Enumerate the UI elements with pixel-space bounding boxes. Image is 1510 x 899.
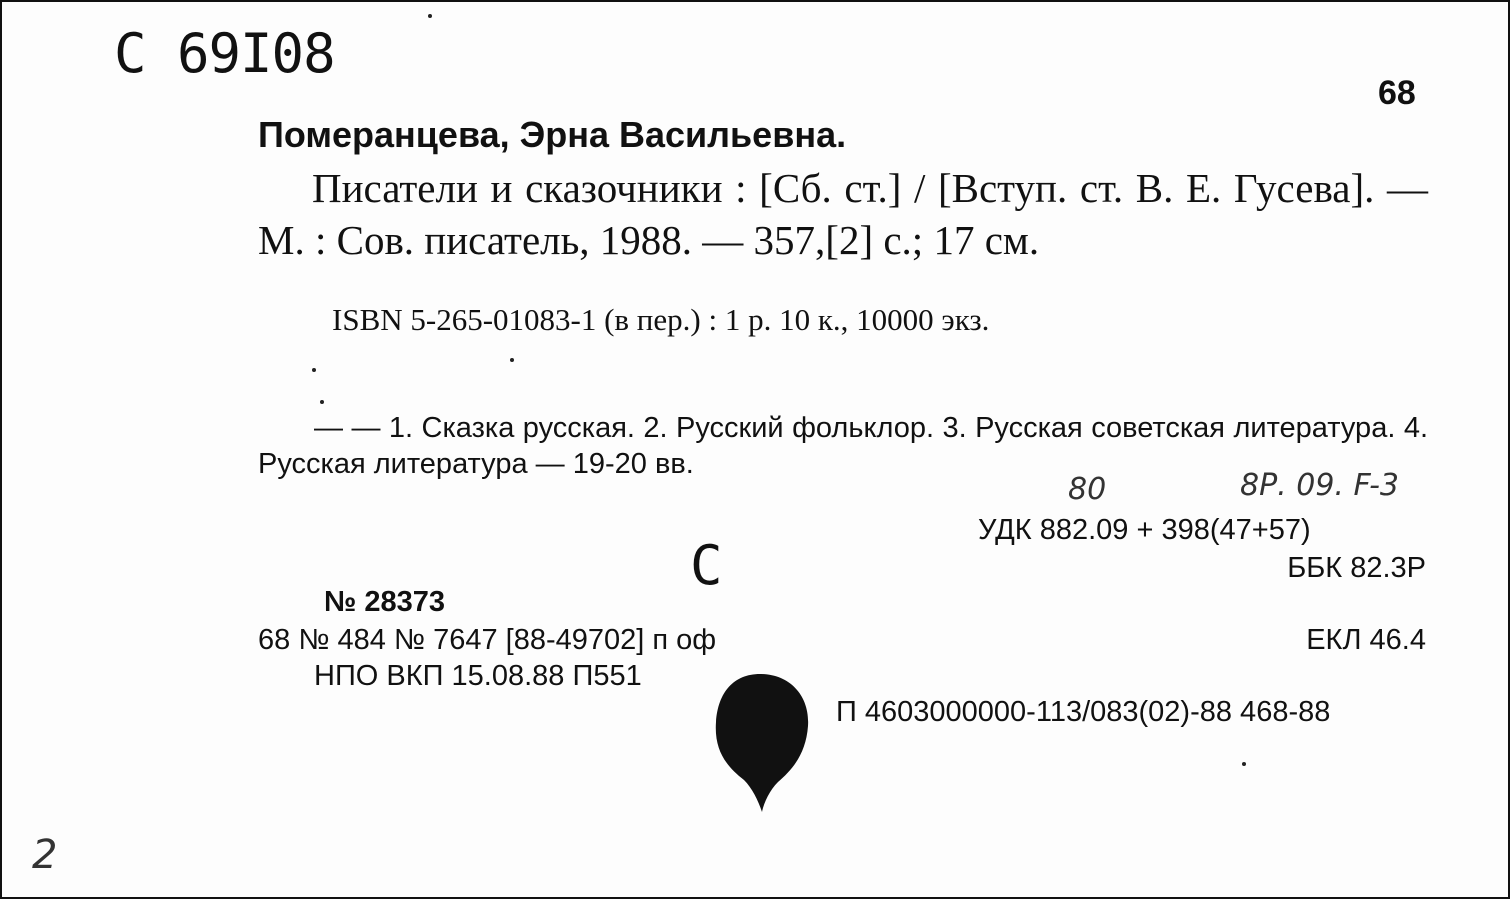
bbk-classification: ББК 82.3Р xyxy=(1287,552,1426,584)
card-number: № 28373 xyxy=(324,586,446,618)
speck xyxy=(510,358,514,362)
bibliographic-description: Писатели и сказочники : [Сб. ст.] / [Вступ. ст. В. Е. Гусева]. — М. : Сов. писатель, 1988. — 357,[2] с.; 17 см. xyxy=(258,165,1428,263)
ink-blot xyxy=(712,670,812,816)
speck xyxy=(320,400,324,404)
speck xyxy=(428,14,432,18)
isbn-line: ISBN 5-265-01083-1 (в пер.) : 1 р. 10 к., 10000 экз. xyxy=(332,302,990,337)
publisher-line: НПО ВКП 15.08.88 П551 xyxy=(314,660,642,692)
udk-classification: УДК 882.09 + 398(47+57) xyxy=(978,514,1311,546)
call-number: С 69I08 xyxy=(114,22,335,85)
page-number: 68 xyxy=(1378,74,1416,112)
subject-headings: — — 1. Сказка русская. 2. Русский фольклор. 3. Русская советская литература. 4. Русская литература — 19-20 вв. xyxy=(258,412,1428,480)
ekl-classification: ЕКЛ 46.4 xyxy=(1306,624,1426,656)
registration-line: 68 № 484 № 7647 [88-49702] п оф xyxy=(258,624,717,656)
speck xyxy=(1242,762,1246,766)
author-heading: Померанцева, Эрна Васильевна. xyxy=(258,114,847,155)
handwritten-note: 80 xyxy=(1068,472,1107,507)
letter-mark: С xyxy=(690,534,723,597)
speck xyxy=(312,368,316,372)
handwritten-shelfmark: 8Р. 09. F-3 xyxy=(1240,468,1400,503)
handwritten-mark: 2 xyxy=(32,832,58,878)
product-code: П 4603000000-113/083(02)-88 468-88 xyxy=(836,696,1331,728)
